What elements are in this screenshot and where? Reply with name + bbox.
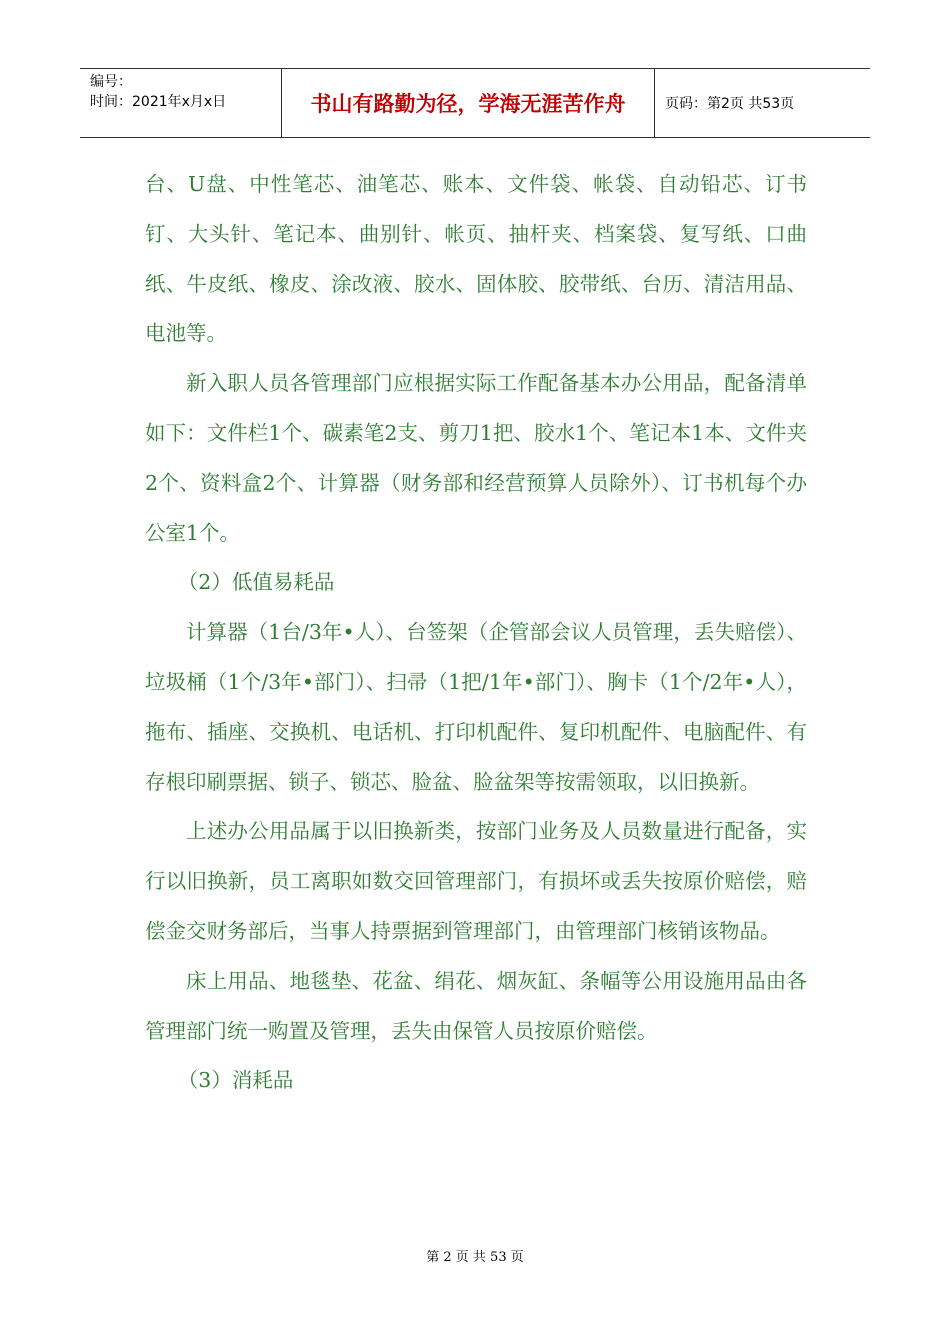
header-page-info: 页码：第2页 共53页 [665,96,795,112]
number-label: 编号： [90,74,132,90]
document-body [145,160,807,1106]
section-heading-consumables: （3）消耗品 [177,1068,294,1093]
paragraph-low-value-items: 计算器（1台/3年•人）、台签架（企管部会议人员管理，丢失赔偿）、垃圾桶（1个/3年•部门）、扫帚（1把/1年•部门）、胸卡（1个/2年•人），拖布、插座、交换机、电话机、打印机配件、复印机配件、电脑配件、有存根印刷票据、锁子、锁芯、脸盆、脸盆架等按需领取，以旧换新。 [145,620,807,794]
page-footer: 第 2 页 共 53 页 [426,1250,524,1265]
section-heading-low-value: （2）低值易耗品 [177,570,335,595]
paragraph-replacement-policy: 上述办公用品属于以旧换新类，按部门业务及人员数量进行配备，实行以旧换新，员工离职如数交回管理部门，有损坏或丢失按原价赔偿，赔偿金交财务部后，当事人持票据到管理部门，由管理部门核销该物品。 [145,819,807,943]
header-motto: 书山有路勤为径，学海无涯苦作舟 [282,69,655,137]
paragraph-new-staff: 新入职人员各管理部门应根据实际工作配备基本办公用品，配备清单如下：文件栏1个、碳素笔2支、剪刀1把、胶水1个、笔记本1本、文件夹2个、资料盒2个、计算器（财务部和经营预算人员除外）、订书机每个办公室1个。 [145,371,807,545]
time-label: 时间：2021年x月x日 [90,94,227,110]
header-meta [80,69,282,137]
paragraph-supplies-list: 台、U盘、中性笔芯、油笔芯、账本、文件袋、帐袋、自动铅芯、订书钉、大头针、笔记本、曲别针、帐页、抽杆夹、档案袋、复写纸、口曲纸、牛皮纸、橡皮、涂改液、胶水、固体胶、胶带纸、台历、清洁用品、电池等。 [145,172,807,346]
paragraph-public-facilities: 床上用品、地毯垫、花盆、绢花、烟灰缸、条幅等公用设施用品由各管理部门统一购置及管理，丢失由保管人员按原价赔偿。 [145,968,807,1043]
page-header [80,68,870,138]
